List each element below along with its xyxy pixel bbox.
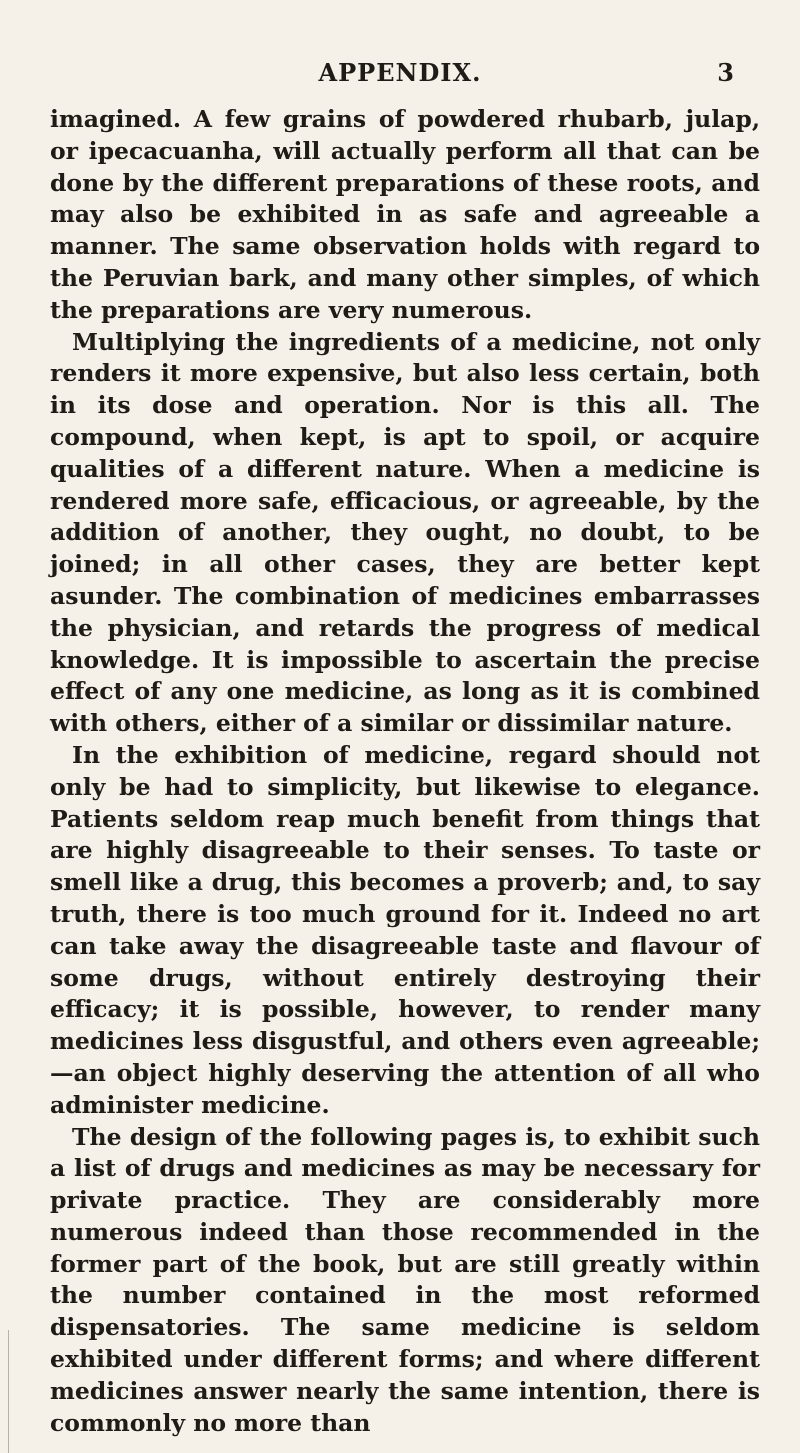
paragraph-1: imagined. A few grains of powdered rhubarb, julap, or ipecacuanha, will actually perform all that can be done by the different preparations of these roots, and may also be exhibited in as safe and agreeable a manner. The same observation holds with regard to the Peruvian bark, and many other simples, of which the preparations are very numerous.	[50, 105, 760, 324]
paragraph-3: In the exhibition of medicine, regard should not only be had to simplicity, but likewise to elegance. Patients seldom reap much benefit from things that are highly disagreeable to their senses. To taste or smell like a drug, this becomes a proverb; and, to say truth, there is too much ground for it. Indeed no art can take away the disagreeable taste and flavour of some drugs, without entirely destroying their efficacy; it is possible, however, to render many medicines less disgustful, and others even agreeable;—an object highly deserving the attention of all who administer medicine.	[50, 740, 760, 1119]
page-number: 3	[717, 58, 734, 87]
paragraph-2: Multiplying the ingredients of a medicine, not only renders it more expensive, but also less certain, both in its dose and operation. Nor is this all. The compound, when kept, is apt to spoil, or acquire qualities of a different nature. When a medicine is rendered more safe, efficacious, or agreeable, by the addition of another, they ought, no doubt, to be joined; in all other cases, they are better kept asunder. The combination of medicines embarrasses the physician, and retards the progress of medical knowledge. It is impossible to ascertain the precise effect of any one medicine, as long as it is combined with others, either of a similar or dissimilar nature.	[50, 327, 760, 738]
running-head: APPENDIX.	[318, 58, 482, 87]
page-header	[0, 58, 800, 94]
paragraph-4: The design of the following pages is, to exhibit such a list of drugs and medicines as may be necessary for private practice. They are considerably more numerous indeed than those recommended in the former part of the book, but are still greatly within the number contained in the most reformed dispensatories. The same medicine is seldom exhibited under different forms; and where different medicines answer nearly the same intention, there is commonly no more than	[50, 1122, 760, 1437]
binding-edge-line	[8, 1330, 9, 1453]
body-text	[50, 104, 760, 1439]
